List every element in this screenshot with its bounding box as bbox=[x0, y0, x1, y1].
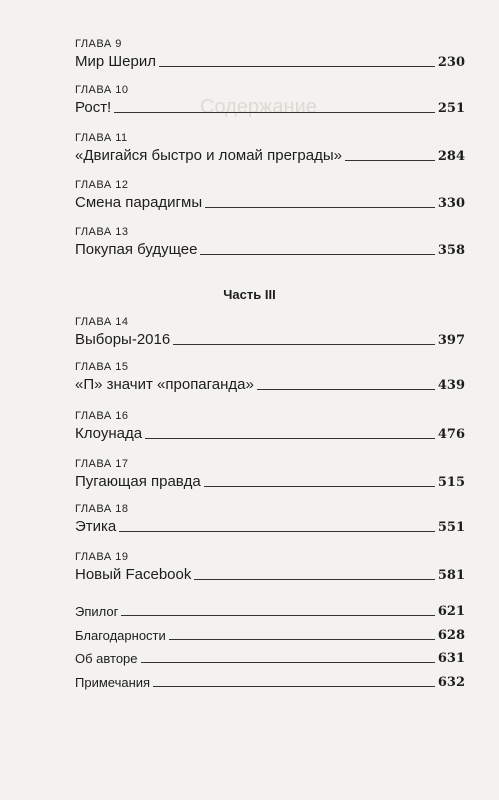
toc-entry[interactable] bbox=[75, 565, 465, 583]
entry-title: Выборы-2016 bbox=[75, 331, 171, 348]
page-number: 251 bbox=[437, 101, 465, 116]
entry-title: Рост! bbox=[75, 99, 112, 116]
page-number: 358 bbox=[437, 243, 465, 258]
leader-line bbox=[121, 614, 435, 616]
chapter-label: ГЛАВА 10 bbox=[75, 84, 129, 96]
chapter-label: ГЛАВА 17 bbox=[75, 458, 129, 470]
leader-line bbox=[145, 437, 435, 439]
page-number: 631 bbox=[437, 651, 465, 666]
part-heading: Часть III bbox=[223, 287, 276, 302]
leader-line bbox=[205, 206, 435, 208]
toc-entry[interactable] bbox=[75, 98, 465, 116]
toc-entry[interactable] bbox=[75, 601, 465, 619]
page-number: 439 bbox=[437, 378, 465, 393]
toc-entry[interactable] bbox=[75, 146, 465, 164]
chapter-label: ГЛАВА 19 bbox=[75, 551, 129, 563]
entry-title: Клоунада bbox=[75, 425, 143, 442]
leader-line bbox=[114, 111, 435, 113]
leader-line bbox=[169, 638, 435, 640]
entry-title: Примечания bbox=[75, 675, 151, 690]
entry-title: Благодарности bbox=[75, 628, 166, 643]
leader-line bbox=[345, 159, 435, 161]
toc-entry[interactable] bbox=[75, 625, 465, 643]
page-number: 397 bbox=[437, 333, 465, 348]
chapter-label: ГЛАВА 12 bbox=[75, 179, 129, 191]
toc-entry[interactable] bbox=[75, 193, 465, 211]
page-number: 230 bbox=[437, 55, 465, 70]
chapter-label: ГЛАВА 15 bbox=[75, 361, 129, 373]
entry-title: Покупая будущее bbox=[75, 241, 198, 258]
leader-line bbox=[119, 530, 435, 532]
toc-entry[interactable] bbox=[75, 424, 465, 442]
chapter-label: ГЛАВА 14 bbox=[75, 316, 129, 328]
page-number: 284 bbox=[437, 149, 465, 164]
entry-title: «Двигайся быстро и ломай преграды» bbox=[75, 147, 342, 164]
toc-entry[interactable] bbox=[75, 52, 465, 70]
entry-title: Этика bbox=[75, 518, 117, 535]
chapter-label: ГЛАВА 11 bbox=[75, 132, 128, 144]
page-number: 330 bbox=[437, 196, 465, 211]
leader-line bbox=[159, 65, 435, 67]
chapter-label: ГЛАВА 16 bbox=[75, 410, 129, 422]
toc-entry[interactable] bbox=[75, 375, 465, 393]
show-through: Содержание bbox=[200, 96, 317, 118]
entry-title: Пугающая правда bbox=[75, 473, 201, 490]
leader-line bbox=[153, 685, 435, 687]
toc-entry[interactable] bbox=[75, 240, 465, 258]
page-number: 628 bbox=[437, 628, 465, 643]
leader-line bbox=[204, 485, 435, 487]
chapter-label: ГЛАВА 9 bbox=[75, 38, 122, 50]
entry-title: Эпилог bbox=[75, 604, 119, 619]
page-number: 632 bbox=[437, 675, 465, 690]
toc-entry[interactable] bbox=[75, 330, 465, 348]
leader-line bbox=[173, 343, 435, 345]
entry-title: Смена парадигмы bbox=[75, 194, 203, 211]
page-number: 515 bbox=[437, 475, 465, 490]
toc-entry[interactable] bbox=[75, 672, 465, 690]
page-number: 476 bbox=[437, 427, 465, 442]
entry-title: Мир Шерил bbox=[75, 53, 156, 70]
page-number: 581 bbox=[437, 568, 465, 583]
leader-line bbox=[194, 578, 435, 580]
page-number: 551 bbox=[437, 520, 465, 535]
leader-line bbox=[257, 388, 435, 390]
leader-line bbox=[200, 253, 434, 255]
leader-line bbox=[141, 661, 435, 663]
page-number: 621 bbox=[437, 604, 465, 619]
entry-title: Об авторе bbox=[75, 651, 138, 666]
entry-title: «П» значит «пропаганда» bbox=[75, 376, 254, 393]
toc-entry[interactable] bbox=[75, 517, 465, 535]
toc-entry[interactable] bbox=[75, 472, 465, 490]
chapter-label: ГЛАВА 18 bbox=[75, 503, 129, 515]
chapter-label: ГЛАВА 13 bbox=[75, 226, 129, 238]
entry-title: Новый Facebook bbox=[75, 566, 192, 583]
toc-entry[interactable] bbox=[75, 648, 465, 666]
